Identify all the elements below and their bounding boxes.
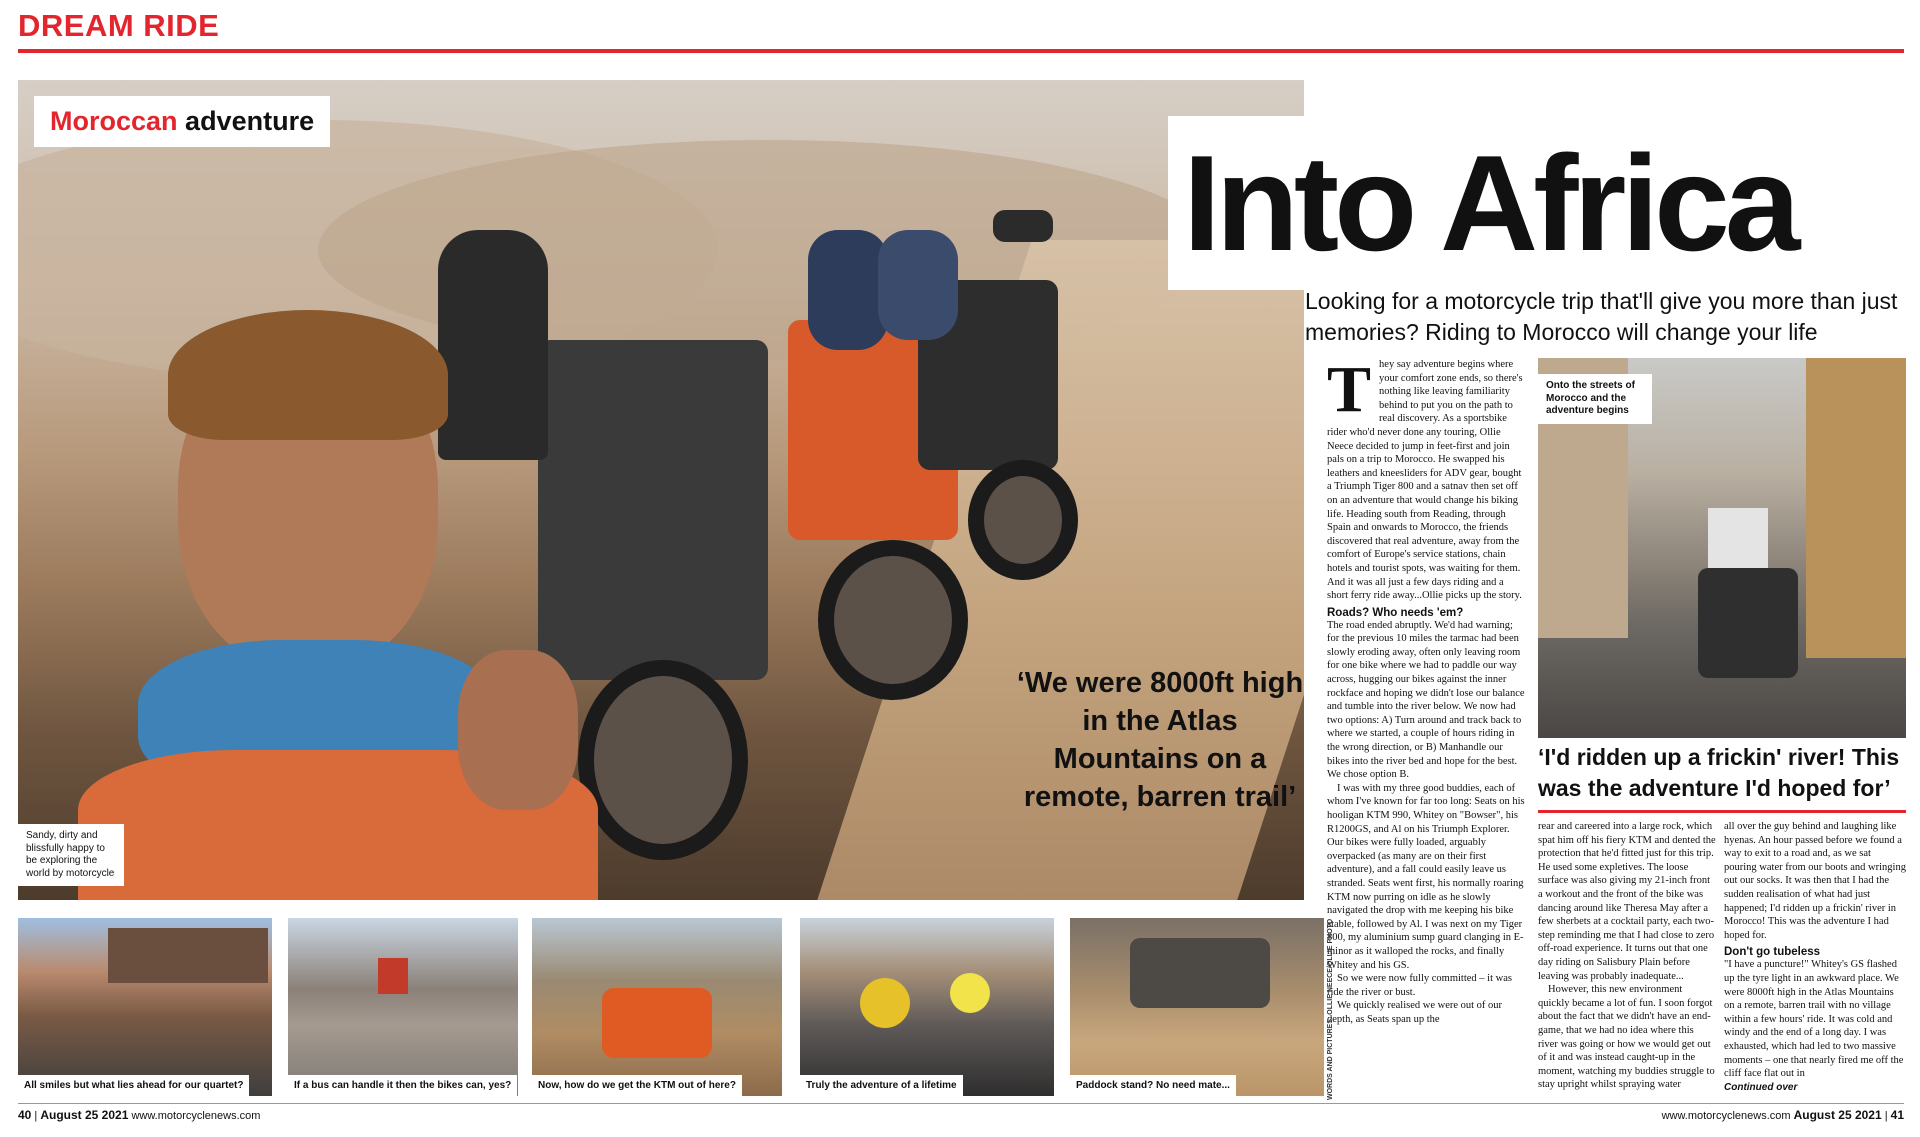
paragraph: all over the guy behind and laughing like hyenas. An hour passed before we found a way to exit to a road and, as we sat pouring water from our boots and wringing out our socks. It was then that I had the sudden realisation of what had just happened; I'd ridden up a frickin' river in Morocco! This was the adventure I had hoped for. xyxy=(1724,821,1906,941)
issue-date-left: August 25 2021 xyxy=(40,1108,129,1122)
thumbnail-photo xyxy=(18,918,272,1096)
thumbnail-photo xyxy=(532,918,782,1096)
website-right: www.motorcyclenews.com xyxy=(1661,1110,1791,1122)
thumbnail-caption: If a bus can handle it then the bikes can, yes? xyxy=(288,1075,517,1096)
intro-paragraph: hey say adventure begins where your comfort zone ends, so there's nothing like leaving familiarity behind to put you on the path to real discovery. As a sportsbike rider who'd never done any touring, Ollie Neece decided to jump in feet-first and join pals on a trip to Morocco. He swapped his leathers and kneesliders for ADV gear, bought a Triumph Tiger 800 and a satnav then set off on an adventure that would change his biking life. Heading south from Reading, through Spain and onwards to Morocco, the friends discovered that real adventure, away from the comfort of Europe's service stations, chain hotels and tourist spots, was waiting for them. And it was all just a few days riding and a short ferry ride away...Ollie picks up the story. xyxy=(1327,359,1523,602)
thumbnail-photo xyxy=(1070,918,1324,1096)
paragraph: We quickly realised we were out of our depth, as Seats span up the xyxy=(1327,1000,1503,1025)
continued-over: Continued over xyxy=(1724,1081,1798,1093)
thumbnail-photo xyxy=(288,918,518,1096)
pull-quote-left: ‘We were 8000ft high in the Atlas Mountains on a remote, barren trail’ xyxy=(1016,667,1304,813)
pull-quote-right: ‘I'd ridden up a frickin' river! This was the adventure I'd hoped for’ xyxy=(1538,744,1900,801)
issue-date-right: August 25 2021 xyxy=(1793,1108,1882,1122)
pull-quote-rule xyxy=(1538,810,1906,813)
thumbnail-caption: Truly the adventure of a lifetime xyxy=(800,1075,963,1096)
paragraph: I was with my three good buddies, each of whom I've known for far too long: Seats on his hooligan KTM 990, Whitey on "Bowser", his R1200GS, and Al on his Triumph Explorer. Our bikes were fully loaded, arguably overpacked (as many are on their first adventure), and a fall could easily leave us stranded. Seats went first, his normally roaring KTM now purring on idle as he slowly navigated the drop with me keeping his bike stable, followed by Al. I was next on my Tiger 800, my aluminium sump guard clanging in E-minor as it walloped the rocks, and finally Whitey and his GS. xyxy=(1327,782,1525,971)
thumbnail-caption: All smiles but what lies ahead for our quartet? xyxy=(18,1075,249,1096)
paragraph: rear and careered into a large rock, which spat him off his fiery KTM and dented the protection that he'd fitted just for this trip. He used some expletives. The loose surface was also giving my 21-inch front a workout and the front of the bike was dancing around like Theresa May after a few sherbets at a cocktail party, each two-step reminding me that I had close to zero off-road experience. It turns out that one day riding on Salisbury Plain before leaving was probably inadequate... xyxy=(1538,821,1716,982)
subhead-tubeless: Don't go tubeless xyxy=(1724,946,1821,959)
page-number-left: 40 xyxy=(18,1108,32,1122)
headline: Into Africa xyxy=(1183,127,1796,279)
photo-credit: WORDS AND PICTURES: OLLIE NEECE/OLLIE PHOTO xyxy=(1327,918,1334,1100)
article-column-3 xyxy=(1724,820,1906,1102)
footer-right: www.motorcyclenews.com August 25 2021 | 41 xyxy=(1661,1108,1904,1122)
section-tag xyxy=(34,96,330,147)
hero-caption: Sandy, dirty and blissfully happy to be exploring the world by motorcycle xyxy=(18,824,124,886)
page-number-right: 41 xyxy=(1890,1108,1904,1122)
thumbnail-caption: Now, how do we get the KTM out of here? xyxy=(532,1075,742,1096)
paragraph: However, this new environment quickly became a lot of fun. I soon forgot about the fact that we didn't have an end-game, that we had no idea where this river was going or how we would get out of it and was instead caught-up in the moment, watching my buddies struggle to stay upright whilst spraying water xyxy=(1538,984,1715,1091)
street-photo xyxy=(1538,358,1906,738)
thumbnail-photo xyxy=(800,918,1054,1096)
section-title: DREAM RIDE xyxy=(18,8,220,43)
article-column-2 xyxy=(1538,820,1716,1102)
drop-cap: T xyxy=(1327,358,1372,426)
article-column-1 xyxy=(1327,358,1525,1100)
paragraph: "I have a puncture!" Whitey's GS flashed up the tyre light in an awkward place. We were 8000ft high in the Atlas Mountains on a remote, barren trail with no village within a few hours' ride. It was cold and windy and the end of a long day. I was exhausted, which had led to two massive moments – one that nearly fired me off the cliff face flat out in xyxy=(1724,959,1904,1080)
footer-rule xyxy=(18,1103,1904,1104)
paragraph: So we were now fully committed – it was ride the river or bust. xyxy=(1327,973,1512,998)
footer-left: 40 | August 25 2021 www.motorcyclenews.com xyxy=(18,1108,261,1122)
tag-black: adventure xyxy=(185,106,315,136)
tag-red: Moroccan xyxy=(50,106,178,136)
street-photo-caption: Onto the streets of Morocco and the adventure begins xyxy=(1538,374,1652,424)
standfirst: Looking for a motorcycle trip that'll give you more than just memories? Riding to Morocco will change your life xyxy=(1305,288,1898,345)
header-rule xyxy=(18,49,1904,53)
website-left: www.motorcyclenews.com xyxy=(131,1110,261,1122)
thumbnail-caption: Paddock stand? No need mate... xyxy=(1070,1075,1236,1096)
subhead-roads: Roads? Who needs 'em? xyxy=(1327,606,1464,619)
paragraph: The road ended abruptly. We'd had warning; for the previous 10 miles the tarmac had been slowly eroding away, often only leaving room for one bike where we had to paddle our way across, hugging our bikes against the inner rockface and hoping we didn't lose our balance and tumble into the river below. We now had two options: A) Turn around and track back to where we started, a couple of hours riding in the wrong direction, or B) Manhandle our bikes into the river bed and hope for the best. We chose option B. xyxy=(1327,619,1525,781)
headline-box xyxy=(1168,116,1908,290)
